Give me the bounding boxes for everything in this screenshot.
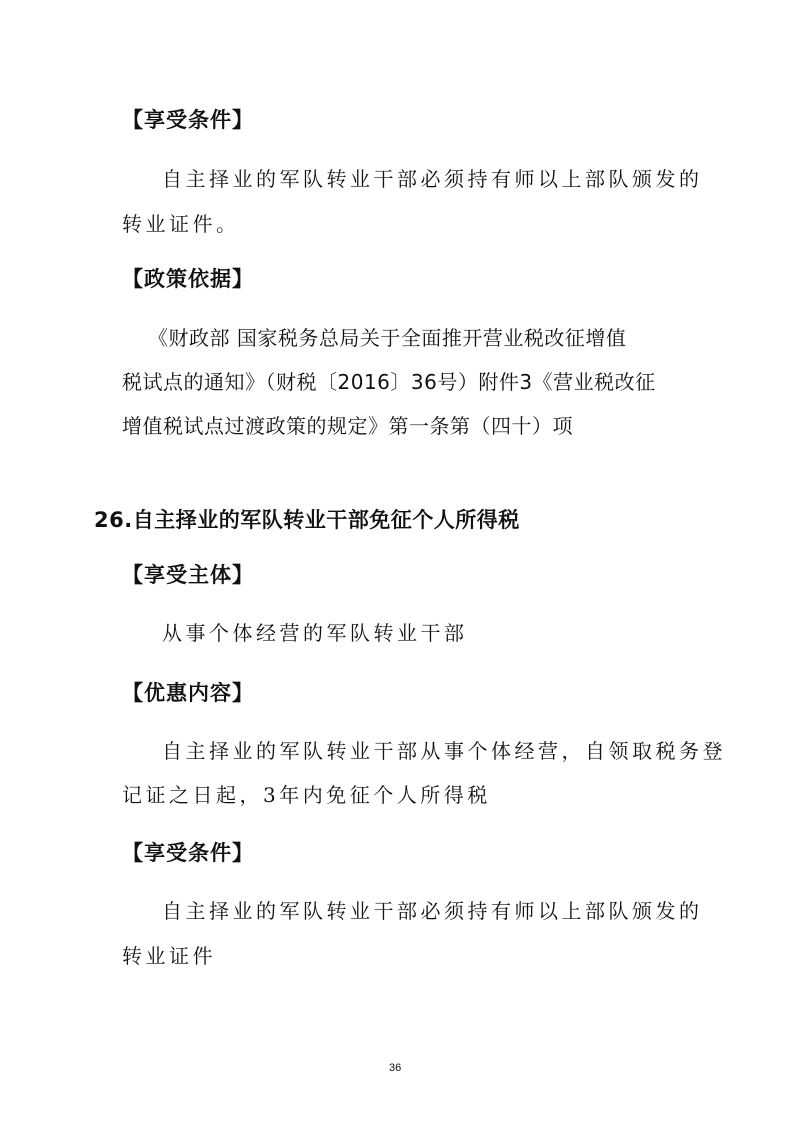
section-title: 26.自主择业的军队转业干部免征个人所得税	[94, 508, 520, 532]
heading-enjoy-conditions: 【享受条件】	[122, 841, 254, 865]
paragraph-line: 自主择业的军队转业干部从事个体经营，自领取税务登	[162, 739, 726, 763]
policy-reference-line: 《财政部 国家税务总局关于全面推开营业税改征增值	[148, 326, 627, 350]
paragraph-line: 转业证件	[122, 944, 216, 968]
paragraph-line: 记证之日起，3年内免征个人所得税	[122, 783, 491, 807]
paragraph-line: 从事个体经营的军队转业干部	[162, 621, 468, 645]
page-number: 36	[389, 1062, 402, 1074]
heading-beneficiary: 【享受主体】	[122, 563, 254, 587]
heading-policy-basis: 【政策依据】	[122, 267, 254, 291]
policy-reference-line: 税试点的通知》（财税〔2016〕36号）附件3《营业税改征	[122, 370, 656, 394]
paragraph-line: 自主择业的军队转业干部必须持有师以上部队颁发的	[162, 899, 703, 923]
heading-preference-content: 【优惠内容】	[122, 681, 254, 705]
paragraph-line: 自主择业的军队转业干部必须持有师以上部队颁发的	[162, 167, 703, 191]
paragraph-line: 转业证件。	[122, 212, 240, 236]
policy-reference-line: 增值税试点过渡政策的规定》第一条第（四十）项	[122, 414, 573, 438]
heading-enjoy-conditions: 【享受条件】	[122, 108, 254, 132]
